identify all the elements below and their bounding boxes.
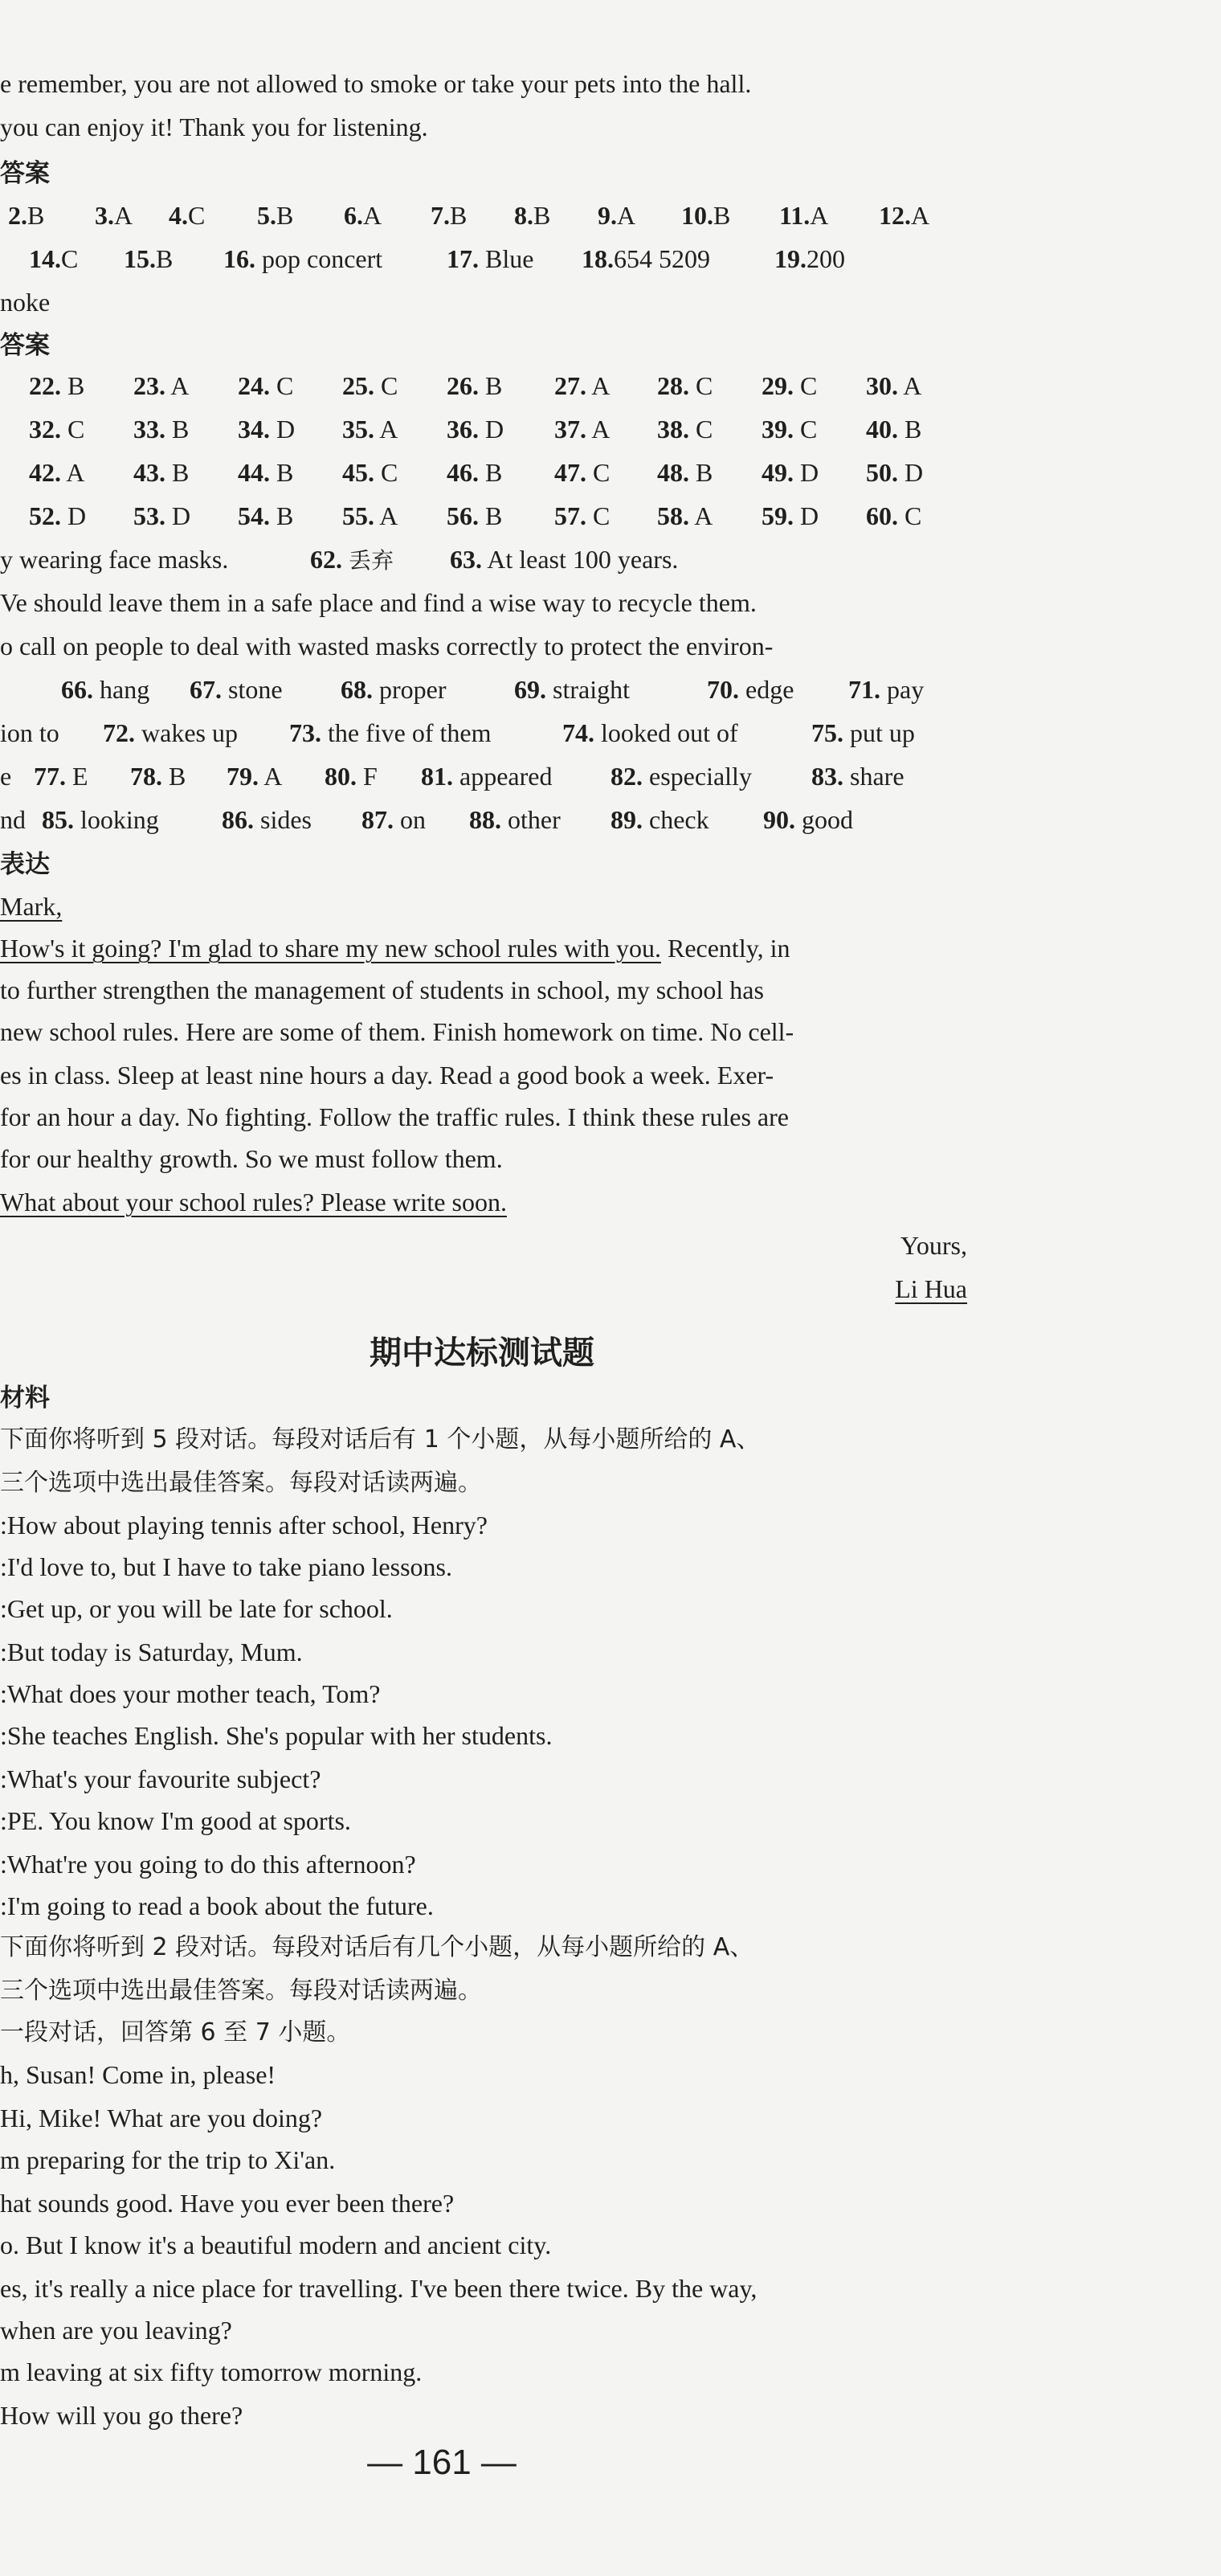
- letter-line: for our healthy growth. So we must follow them.: [0, 1144, 503, 1173]
- answer-item: 18.654 5209: [582, 244, 710, 273]
- answer-item: 9.A: [598, 201, 636, 230]
- answer-row: ion to 72. wakes up 73. the five of them 74. looked out of 75. put up: [0, 718, 915, 747]
- text-line: o call on people to deal with wasted masks correctly to protect the environ-: [0, 632, 774, 660]
- answer-item: 10.B: [681, 201, 731, 230]
- answer-row: e 77. E 78. B 79. A 80. F 81. appeared 82. especially 83. share: [0, 762, 905, 791]
- answer-page: e remember, you are not allowed to smoke or take your pets into the hall. you can enjoy it! Thank you for listening. 答案 2.B 3.A 4.C 5.B 6.A 7.B 8.B 9.A 10.B 11.A 12.A 14.C 15.B 16. pop concert 17. Blue 18.654 5209 19.200 noke 答案 22. B 23. A 24. C 25. C 26. B 27. A 28. C 29. C 30. A 32. C 33. B 34. D 35. A 36. D 37. A 38. C 39. C 40. B 42. A 43. B 44. B 45. C 46. B 47. C 48. B 49. D 50. D 52. D 53. D 54. B 55. A 56. B 57. C 58. A 59. D 60. C y wearing face masks. 62. 丢弃 63. At least 100 years. Ve should leave them in a safe place and find a wise way to recycle them. o call on people to deal with wasted masks correctly to protect the environ- 66. hang 67. stone 68. proper 69. straight 70. edge 71. pay ion to 72. wakes up 73. the five of them 74. looked out of 75. put up e 77. E 78. B 79. A 80. F 81. appeared 82. especially 83. share nd 85. looking 86. sides 87. on 88. other 89. check 90. good 表达 Mark, How's it going? I'm glad to share my new school rules with you. Recently, in to further strengthen the management of students in school, my school has new school rules. Here are some of them. Finish homework on time. No cell- es in class. Sleep at least nine hours a day. Read a good book a week. Exer- for an hour a day. No fighting. Follow the traffic rules. I think these rules are for our healthy growth. So we must follow them. What about your school rules? Please write soon. Yours, Li Hua 期中达标测试题 材料 下面你将听到 5 段对话。每段对话后有 1 个小题，从每小题所给的 A、 三个选项中选出最佳答案。每段对话读两遍。 :How about playing tennis after school, Henry? :I'd love to, but I have to take piano lessons. :Get up, or you will be late for school. :But today is Saturday, Mum. :What does your mother teach, Tom? :She teaches English. She's popular with her students. :What's your favourite subject? :PE. You know I'm good at sports. :What're you going to do this afternoon? :I'm going to read a book about the future. 下面你将听到 2 段对话。每段对话后有几个小题，从每小题所给的 A、 三个选项中选出最佳答案。每段对话读两遍。 一段对话，回答第 6 至 7 小题。 h, Susan! Come in, please! Hi, Mike! What are you doing? m preparing for the trip to Xi'an. hat sounds good. Have you ever been there? o. But I know it's a beautiful modern and ancient city. es, it's really a nice place for travelling. I've been there twice. By the way, when are you leaving? m leaving at six fifty tomorrow morning. How will you go there? — 161 —: [0, 69, 967, 2482]
- dialogue-line: :She teaches English. She's popular with her students.: [0, 1721, 553, 1750]
- section-heading: 答案: [0, 159, 50, 188]
- answer-item: 19.200: [774, 244, 845, 273]
- answer-item: 8.B: [514, 201, 551, 230]
- dialogue-line: :Get up, or you will be late for school.: [0, 1594, 393, 1623]
- dialogue-line: m preparing for the trip to Xi'an.: [0, 2145, 336, 2174]
- dialogue-line: :I'm going to read a book about the future.: [0, 1891, 434, 1920]
- answer-row: y wearing face masks. 62. 丢弃 63. At least 100 years.: [0, 545, 679, 574]
- page-title: 期中达标测试题: [370, 1335, 594, 1372]
- instruction-line: 下面你将听到 2 段对话。每段对话后有几个小题，从每小题所给的 A、: [0, 1933, 754, 1961]
- answer-row: nd 85. looking 86. sides 87. on 88. other 89. check 90. good: [0, 805, 853, 834]
- answer-item: 4.C: [169, 201, 206, 230]
- dialogue-line: :What does your mother teach, Tom?: [0, 1679, 381, 1708]
- dialogue-line: :But today is Saturday, Mum.: [0, 1638, 303, 1666]
- letter-signoff: Yours,: [900, 1231, 967, 1260]
- instruction-line: 一段对话，回答第 6 至 7 小题。: [0, 2018, 351, 2046]
- answer-item: 15.B: [124, 244, 174, 273]
- dialogue-line: m leaving at six fifty tomorrow morning.: [0, 2357, 423, 2386]
- text-line: noke: [0, 288, 51, 317]
- letter-line: es in class. Sleep at least nine hours a day. Read a good book a week. Exer-: [0, 1061, 774, 1090]
- text-line: e remember, you are not allowed to smoke or take your pets into the hall.: [0, 69, 752, 98]
- dialogue-line: How will you go there?: [0, 2401, 243, 2430]
- page-number: — 161 —: [367, 2443, 517, 2482]
- dialogue-line: :What's your favourite subject?: [0, 1764, 321, 1793]
- answer-item: 14.C: [29, 244, 79, 273]
- letter-line: to further strengthen the management of students in school, my school has: [0, 975, 764, 1004]
- answer-item: 12.A: [879, 201, 930, 230]
- dialogue-line: hat sounds good. Have you ever been there?: [0, 2189, 455, 2218]
- text-line: you can enjoy it! Thank you for listening.: [0, 112, 428, 141]
- letter-line: How's it going? I'm glad to share my new school rules with you. Recently, in: [0, 934, 790, 963]
- dialogue-line: :PE. You know I'm good at sports.: [0, 1806, 351, 1835]
- instruction-line: 三个选项中选出最佳答案。每段对话读两遍。: [0, 1469, 482, 1497]
- answer-item: 3.A: [95, 201, 133, 230]
- answer-item: 7.B: [431, 201, 468, 230]
- dialogue-line: o. But I know it's a beautiful modern and ancient city.: [0, 2230, 552, 2259]
- letter-line: new school rules. Here are some of them. Finish homework on time. No cell-: [0, 1017, 794, 1046]
- letter-signature: Li Hua: [895, 1274, 967, 1303]
- letter-line: for an hour a day. No fighting. Follow the traffic rules. I think these rules are: [0, 1102, 789, 1131]
- answer-item: 2.B: [8, 201, 45, 230]
- dialogue-line: :What're you going to do this afternoon?: [0, 1850, 416, 1879]
- dialogue-line: when are you leaving?: [0, 2316, 232, 2345]
- dialogue-line: h, Susan! Come in, please!: [0, 2060, 276, 2089]
- answer-item: 11.A: [779, 201, 829, 230]
- section-heading: 材料: [0, 1384, 50, 1413]
- dialogue-line: es, it's really a nice place for travelling. I've been there twice. By the way,: [0, 2274, 758, 2303]
- dialogue-line: :How about playing tennis after school, Henry?: [0, 1511, 488, 1539]
- answer-item: 17. Blue: [447, 244, 534, 273]
- instruction-line: 下面你将听到 5 段对话。每段对话后有 1 个小题，从每小题所给的 A、: [0, 1425, 761, 1454]
- answer-item: 5.B: [257, 201, 294, 230]
- dialogue-line: :I'd love to, but I have to take piano lessons.: [0, 1552, 452, 1581]
- answer-item: 6.A: [344, 201, 382, 230]
- section-heading: 表达: [0, 850, 50, 879]
- section-heading: 答案: [0, 331, 50, 360]
- letter-salutation: Mark,: [0, 892, 63, 921]
- answer-item: 16. pop concert: [223, 244, 383, 273]
- letter-closing: What about your school rules? Please write soon.: [0, 1188, 507, 1216]
- text-line: Ve should leave them in a safe place and find a wise way to recycle them.: [0, 588, 757, 617]
- dialogue-line: Hi, Mike! What are you doing?: [0, 2104, 323, 2132]
- instruction-line: 三个选项中选出最佳答案。每段对话读两遍。: [0, 1977, 482, 2005]
